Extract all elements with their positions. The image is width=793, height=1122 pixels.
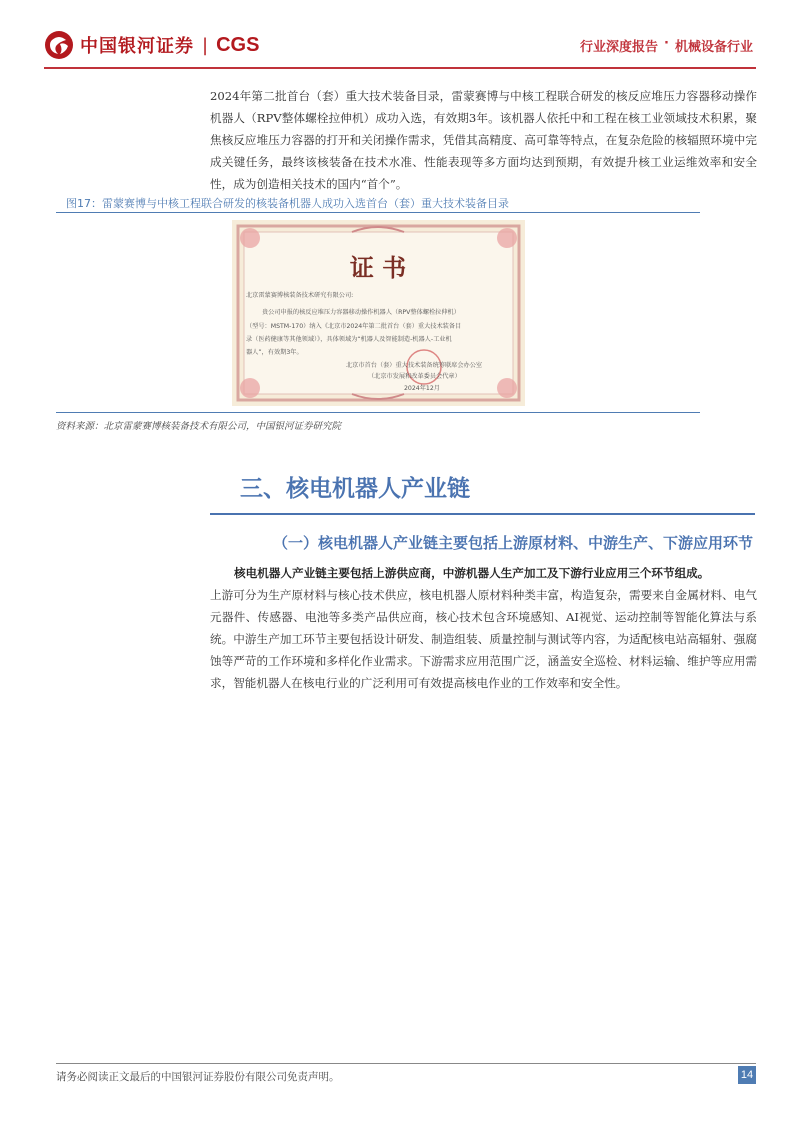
certificate-recipient: 北京雷蒙赛博核装备技术研究有限公司: xyxy=(246,292,354,299)
header-divider xyxy=(44,67,756,69)
footer-disclaimer: 请务必阅读正文最后的中国银河证券股份有限公司免责声明。 xyxy=(56,1071,340,1083)
logo-separator: | xyxy=(202,34,209,56)
section-title: 三、核电机器人产业链 xyxy=(240,475,470,502)
footer-divider xyxy=(56,1063,756,1064)
certificate-line-4: 器人”，有效期3年。 xyxy=(246,349,303,356)
certificate-date: 2024年12月 xyxy=(404,385,440,392)
certificate-title: 证 书 xyxy=(349,254,407,282)
cgs-logo-icon xyxy=(44,30,74,60)
figure-bottom-rule xyxy=(56,412,700,413)
industry-name: 机械设备行业 xyxy=(674,40,753,55)
figure-caption: 图17：雷蒙赛博与中核工程联合研发的核装备机器人成功入选首台（套）重大技术装备目录 xyxy=(66,197,509,210)
certificate-issuer-sub: （北京市发展和改革委员会代章） xyxy=(368,373,461,380)
certificate-line-3: 录（医药健康等其他领域）》，具体领域为“机器人及智能制造-机器人-工业机 xyxy=(246,336,452,343)
section-divider xyxy=(210,513,755,515)
brand-logo xyxy=(44,30,259,60)
section-body-text: 上游可分为生产原材料与核心技术供应，核电机器人原材料种类丰富，构造复杂，需要来自金属材料、电气元器件、传感器、电池等多类产品供应商，核心技术包含环境感知、AI视觉、运动控制等智能化算法与系统。中游生产加工环节主要包括设计研发、制造组装、质量控制与测试等内容，为适配核电站高辐射、强腐蚀等严苛的工作环境和多样化作业需求。下游需求应用范围广泛，涵盖安全巡检、材料运输、维护等应用需求，智能机器人在核电行业的广泛利用可有效提高核电作业的工作效率和安全性。 xyxy=(210,588,757,690)
figure-source: 资料来源：北京雷蒙赛博核装备技术有限公司，中国银河证券研究院 xyxy=(56,421,342,432)
section-paragraph xyxy=(210,562,757,694)
logo-english-name: CGS xyxy=(216,33,260,56)
report-type: 行业深度报告 xyxy=(580,40,659,55)
logo-chinese-name: 中国银河证券 xyxy=(80,36,194,57)
intro-paragraph: 2024年第二批首台（套）重大技术装备目录，雷蒙赛博与中核工程联合研发的核反应堆压力容器移动操作机器人（RPV整体螺栓拉伸机）成功入选，有效期3年。该机器人依托中和工程在核工业领域技术积累，聚焦核反应堆压力容器的打开和关闭操作需求，凭借其高精度、高可靠等特点，在复杂危险的核辐照环境中完成关键任务，最终该核装备在技术水准、性能表现等多方面均达到预期，有效提升核工业运维效率和安全性，成为创造相关技术的国内“首个”。 xyxy=(210,89,757,191)
certificate-line-1: 贵公司申报的核反应堆压力容器移动操作机器人（RPV整体螺栓拉伸机） xyxy=(262,309,460,316)
section-lead-sentence: 核电机器人产业链主要包括上游供应商，中游机器人生产加工及下游行业应用三个环节组成。 xyxy=(234,566,710,580)
header-dot: · xyxy=(664,36,669,51)
report-category xyxy=(580,36,753,55)
certificate-line-2: （型号：MSTM-170）纳入《北京市2024年第二批首台（套）重大技术装备目 xyxy=(246,323,462,330)
page-number: 14 xyxy=(738,1066,756,1084)
certificate-issuer: 北京市首台（套）重大技术装备统筹联席会办公室 xyxy=(346,362,483,369)
subsection-title: （一）核电机器人产业链主要包括上游原材料、中游生产、下游应用环节 xyxy=(272,534,753,552)
figure-top-rule xyxy=(56,212,700,213)
certificate-image xyxy=(232,220,525,406)
